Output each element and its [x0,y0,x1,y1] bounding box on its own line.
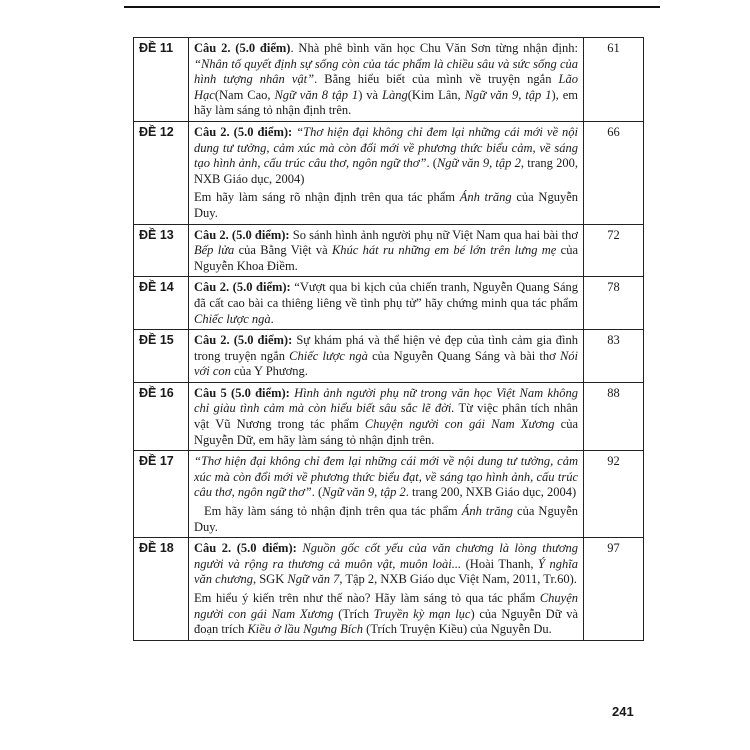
exam-label: ĐỀ 11 [134,38,189,122]
question-paragraph [194,454,578,501]
page-number: 241 [612,704,634,719]
exam-question [189,277,584,330]
exam-question [189,224,584,277]
question-paragraph [194,386,578,448]
question-text: của Nguyễn Dữ, em hãy làm sáng tỏ nhận định trên. [194,417,578,447]
question-text: (Trích [333,606,374,621]
question-text: , Tập 2, NXB Giáo dục Việt Nam, 2011, Tr.60). [339,572,577,587]
question-paragraph [194,125,578,187]
question-heading: Câu 2. (5.0 điểm): [194,124,293,139]
question-paragraph [194,591,578,638]
question-text: Ngữ văn 8 tập 1 [274,87,359,102]
exam-row [134,121,644,224]
exam-label: ĐỀ 16 [134,382,189,450]
question-text: của Nguyễn Duy. [194,190,579,220]
question-text: . [270,311,274,326]
question-text: Sự khám phá và thể hiện vẻ đẹp của tình cảm gia đình trong truyện ngắn [194,333,579,363]
page-reference: 66 [584,121,644,224]
question-text: Chuyện người con gái Nam Xương [364,417,555,432]
exam-row [134,451,644,538]
exam-row [134,538,644,641]
question-text: Ngữ văn 7 [287,572,340,587]
exam-question [189,121,584,224]
question-paragraph [194,280,578,327]
top-rule [124,6,660,8]
question-text: Nguồn gốc cốt yếu của văn chương là lòng thương người và rộng ra thương cả muôn vật, muôn loài... [194,541,579,571]
page-reference: 88 [584,382,644,450]
exam-label: ĐỀ 17 [134,451,189,538]
page-reference: 61 [584,38,644,122]
exam-label: ĐỀ 13 [134,224,189,277]
exam-row [134,224,644,277]
question-heading: Câu 2. (5.0 điểm): [194,541,297,556]
question-text: . Nhà phê bình văn học Chu Văn Sơn từng nhận định: [290,41,578,55]
question-text: Chuyện người con gái Nam Xương [194,591,578,621]
question-text: So sánh hình ảnh người phụ nữ Việt Nam qua hai bài thơ [289,227,578,242]
question-text: . ( [311,485,323,500]
exam-label: ĐỀ 14 [134,277,189,330]
question-text: Ngữ văn 9, tập 2 [322,485,406,500]
question-text: Em hãy làm sáng rõ nhận định trên qua tác phẩm [194,190,460,205]
question-text: Kiều ở lầu Ngưng Bích [247,622,364,637]
question-text: (Trích Truyện Kiều) của Nguyễn Du. [363,622,552,637]
question-text: , trang 200, NXB Giáo dục, 2004) [194,156,578,186]
question-text: Ngữ văn 9, tập 2 [436,156,521,171]
question-text: (Hoài Thanh, [461,556,539,571]
question-paragraph [194,541,578,588]
question-text: Lão Hạc [194,72,578,102]
question-text: Ý nghĩa văn chương [194,556,578,587]
exam-question [189,330,584,383]
exam-label: ĐỀ 15 [134,330,189,383]
exam-row [134,38,644,122]
question-text: Làng [382,87,408,102]
question-text: Hình ảnh người phụ nữ trong văn học Việt Nam không chỉ giàu tình cảm mà còn hiểu biết sâu sắc lẽ đời. [194,385,578,416]
question-text: Từ việc phân tích nhân vật Vũ Nương trong tác phẩm [194,401,578,432]
question-paragraph [194,190,578,221]
exam-row [134,382,644,450]
question-heading: Câu 5 (5.0 điểm): [194,385,290,400]
page-reference: 78 [584,277,644,330]
exam-label: ĐỀ 12 [134,121,189,224]
question-text: “Vượt qua bi kịch của chiến tranh, Nguyễn Quang Sáng đã cất cao bài ca thiêng liêng về tình phụ tử” hãy chứng minh qua tác phẩm [194,280,578,310]
question-text: “Thơ hiện đại không chỉ đem lại những cái mới về nội dung tư tưởng, cảm xúc mà còn đổi mới về phương thức biểu đạt, về sáng tạo hình ảnh, cấu trúc câu thơ, ngôn ngữ thơ” [194,454,578,500]
question-text: ) của Nguyễn Dữ và đoạn trích [194,606,578,637]
exam-row [134,277,644,330]
question-paragraph [194,504,578,535]
question-text: ), em hãy làm sáng tỏ nhận định trên. [194,87,578,118]
question-text: của Nguyễn Quang Sáng và bài thơ [367,348,560,363]
exam-question [189,538,584,641]
contents-table [133,37,644,641]
question-text: Em hiểu ý kiến trên như thế nào? Hãy làm sáng tỏ qua tác phẩm [194,591,540,605]
question-heading: Câu 2. (5.0 điểm) [194,41,291,55]
question-text: Nói với con [194,348,578,379]
question-text: Ngữ văn 9, tập 1 [464,87,552,102]
question-text: Truyền kỳ mạn lục [373,606,471,621]
question-text: Ánh trăng [461,504,513,519]
question-heading: Câu 2. (5.0 điểm): [194,280,291,295]
exam-question [189,382,584,450]
exam-row [134,330,644,383]
question-text: Em hãy làm sáng tỏ nhận định trên qua tác phẩm [204,504,462,519]
question-text: . trang 200, NXB Giáo dục, 2004) [405,485,577,500]
question-text: “Thơ hiện đại không chỉ đem lại những cái mới về nội dung tư tưởng, cảm xúc mà còn đổi mới về phương thức biểu cảm, về sáng tạo hình ảnh, cấu trúc câu thơ, ngôn ngữ thơ” [194,124,578,171]
question-text: Khúc hát ru những em bé lớn trên lưng mẹ [331,243,557,258]
question-text: “Nhân tố quyết định sự sống còn của tác phẩm là chiều sâu và sức sống của hình tượng nhân vật” [194,56,578,87]
question-paragraph [194,41,578,119]
question-text: (Nam Cao, [214,87,275,102]
exam-label: ĐỀ 18 [134,538,189,641]
question-text: (Kim Lân, [407,87,465,102]
question-text: của Y Phương. [230,364,308,379]
page-reference: 92 [584,451,644,538]
question-heading: Câu 2. (5.0 điểm): [194,333,293,348]
question-text: Chiếc lược ngà [289,348,368,363]
page-reference: 97 [584,538,644,641]
question-text: của Bằng Việt và [234,243,332,258]
page-reference: 72 [584,224,644,277]
question-text: Chiếc lược ngà [194,311,271,326]
question-text: , SGK [252,572,288,587]
question-text: Bếp lửa [194,243,235,258]
question-text: . ( [426,156,437,171]
question-text: của Nguyễn Duy. [194,504,578,534]
exam-question [189,38,584,122]
question-heading: Câu 2. (5.0 điểm): [194,227,290,242]
question-text: Ánh trăng [459,190,512,205]
question-paragraph [194,333,578,380]
question-text: của Nguyễn Khoa Điềm. [194,243,579,273]
page-reference: 83 [584,330,644,383]
question-paragraph [194,228,578,275]
question-text: ) và [358,87,383,102]
exam-question [189,451,584,538]
question-text: . Bằng hiểu biết của mình về truyện ngắn [314,72,559,87]
